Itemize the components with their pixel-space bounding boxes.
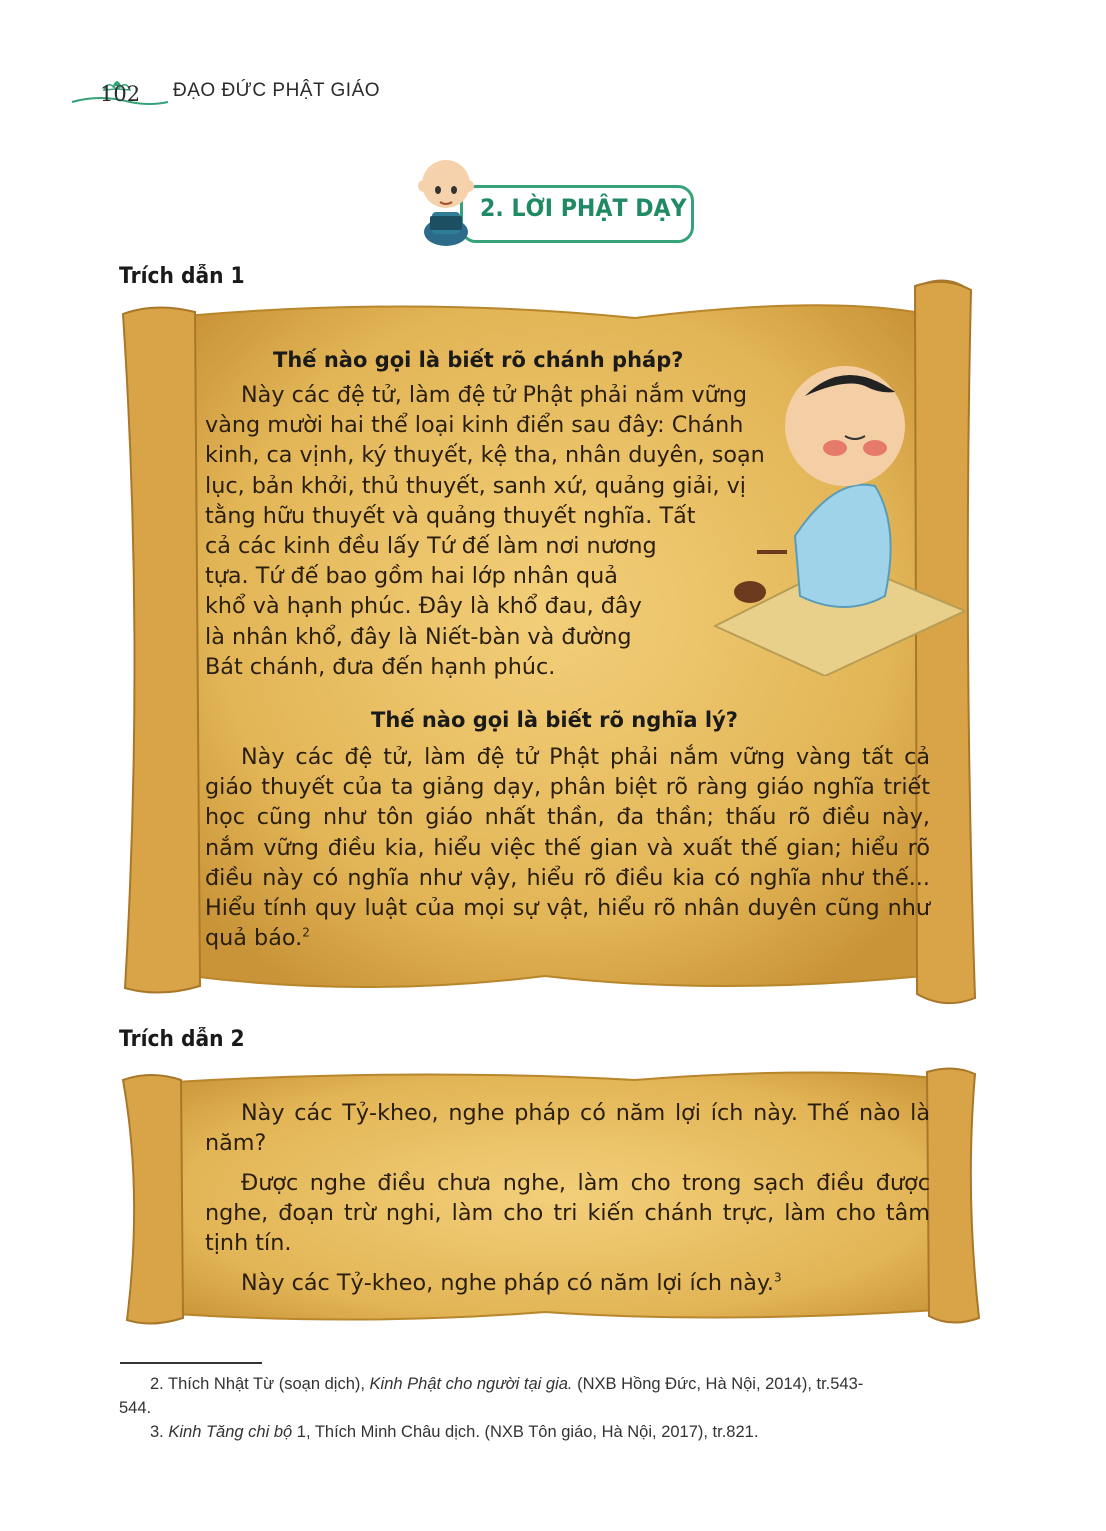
footnote-3-title: Kinh Tăng chi bộ [168,1423,293,1441]
footnote-2-continued: 544. [119,1399,152,1417]
quote1-heading-2: Thế nào gọi là biết rõ nghĩa lý? [371,708,738,732]
quote1-line: lục, bản khởi, thủ thuyết, sanh xứ, quảng giải, vị [205,472,747,499]
quote-scroll-2 [115,1062,985,1332]
quote1-line: Bát chánh, đưa đến hạnh phúc. [205,653,556,680]
quote2-paragraph-3 [205,1268,930,1298]
footnote-3-prefix: 3. [150,1423,169,1441]
quote1-line: kinh, ca vịnh, ký thuyết, kệ tha, nhân duyên, soạn [205,442,765,469]
footnote-2-prefix: 2. Thích Nhật Từ (soạn dịch), [150,1375,370,1393]
footnote-3-suffix: 1, Thích Minh Châu dịch. (NXB Tôn giáo, Hà Nội, 2017), tr.821. [292,1423,759,1441]
book-title: ĐẠO ĐỨC PHẬT GIÁO [173,80,381,101]
quote1-line: là nhân khổ, đây là Niết-bàn và đường [205,623,632,650]
quote2-paragraph-2-text: Được nghe điều chưa nghe, làm cho trong sạch điều được nghe, đoạn trừ nghi, làm cho tri kiến chánh trực, làm cho tâm tịnh tín. [205,1170,930,1257]
footnote-divider [120,1362,262,1364]
quote1-line: tựa. Tứ đế bao gồm hai lớp nhân quả [205,563,618,590]
quote2-paragraph-3-text: Này các Tỷ-kheo, nghe pháp có năm lợi ích này. [241,1270,775,1296]
footnote-ref-2: 2 [302,925,310,940]
page-header [70,72,390,112]
section-title: 2. LỜI PHẬT DẠY [480,194,687,222]
footnote-2 [150,1372,1000,1396]
quote1-paragraph-2-text: Này các đệ tử, làm đệ tử Phật phải nắm vững vàng tất cả giáo thuyết của ta giảng dạy, phân biệt rõ ràng giáo nghĩa triết học cũng như tôn giáo nhất thần, đa thần; thấu rõ điều này, nắm vững điều kia, hiểu việc thế gian và xuất thế gian; hiểu rõ điều này có nghĩa như vậy, hiểu rõ điều kia có nghĩa như thế... Hiểu tính quy luật của mọi sự vật, hiểu rõ nhân duyên cũng như quả báo. [205,744,930,952]
quote1-paragraph-2 [205,742,930,953]
quote-scroll-1 [115,276,985,1021]
quote1-line: khổ và hạnh phúc. Đây là khổ đau, đây [205,593,642,620]
quote2-paragraph-2 [205,1168,930,1259]
quote-label-2: Trích dẫn 2 [119,1027,245,1052]
footnote-ref-3: 3 [774,1270,782,1285]
quote1-paragraph-1 [205,380,805,682]
footnote-2-title: Kinh Phật cho người tại gia. [369,1375,573,1393]
quote1-line: tằng hữu thuyết và quảng thuyết nghĩa. Tất [205,502,696,529]
monk-reading-icon [410,150,490,250]
quote1-heading-1: Thế nào gọi là biết rõ chánh pháp? [273,348,684,372]
footnote-2-suffix: (NXB Hồng Đức, Hà Nội, 2014), tr.543- [572,1375,864,1393]
page-number: 102 [100,82,141,106]
quote2-paragraph-1 [205,1098,930,1158]
quote2-paragraph-1-text: Này các Tỷ-kheo, nghe pháp có năm lợi ích này. Thế nào là năm? [205,1100,930,1157]
quote-label-1: Trích dẫn 1 [119,264,245,289]
quote1-line: cả các kinh đều lấy Tứ đế làm nơi nương [205,533,657,560]
quote1-line: Này các đệ tử, làm đệ tử Phật phải nắm vững [241,382,748,408]
quote1-line: vàng mười hai thể loại kinh điển sau đây: Chánh [205,412,744,439]
section-badge [410,150,700,250]
footnote-3 [150,1420,1000,1444]
